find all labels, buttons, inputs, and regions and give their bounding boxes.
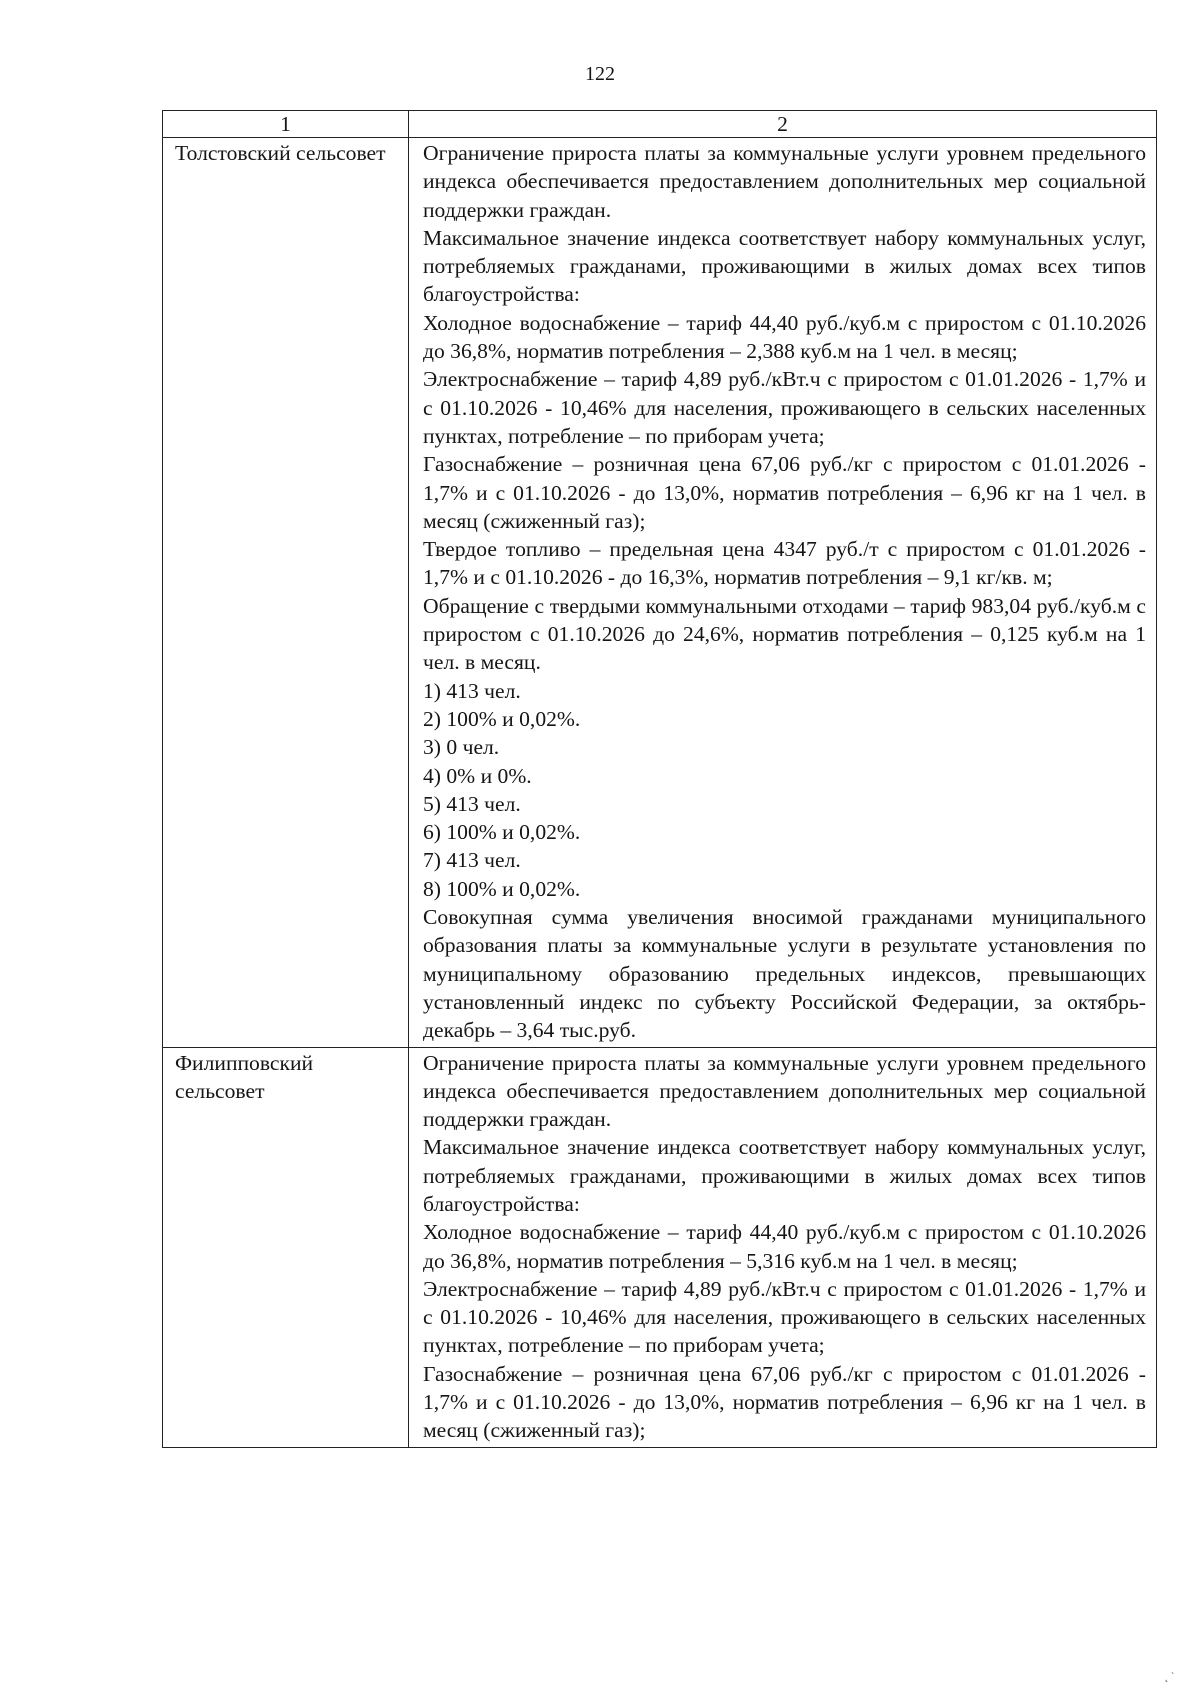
scan-artifact: ˛ ` — [1165, 1672, 1175, 1683]
page-number: 122 — [585, 63, 615, 85]
list-item: 1) 413 чел. — [423, 678, 521, 703]
table-header-row — [163, 111, 1157, 138]
list-item: 2) 100% и 0,02%. — [423, 706, 581, 731]
paragraph-summary: Совокупная сумма увеличения вносимой гражданами муниципального образования платы за коммунальные услуги в результате установления по муниципальному образованию предельных индексов, превышающих установленный индекс по субъекту Российской Федерации, за октябрь-декабрь – 3,64 тыс.руб. — [423, 905, 1146, 1043]
column-header-2: 2 — [409, 111, 1157, 138]
paragraph-solid-fuel: Твердое топливо – предельная цена 4347 руб./т с приростом с 01.01.2026 - 1,7% и с 01.10.2026 - до 16,3%, норматив потребления – 9,1 кг/кв. м; — [423, 537, 1146, 590]
municipality-name: Филипповский сельсовет — [163, 1047, 409, 1447]
paragraph-gas: Газоснабжение – розничная цена 67,06 руб./кг с приростом с 01.01.2026 - 1,7% и с 01.10.2026 - до 13,0%, норматив потребления – 6,96 кг на 1 чел. в месяц (сжиженный газ); — [423, 452, 1146, 533]
paragraph-limitation: Ограничение прироста платы за коммунальные услуги уровнем предельного индекса обеспечивается предоставлением дополнительных мер социальной поддержки граждан. — [423, 1050, 1146, 1132]
table-row-tolstovsky — [163, 138, 1157, 1048]
list-item: 5) 413 чел. — [423, 791, 521, 816]
column-header-1: 1 — [163, 111, 409, 138]
paragraph-max-index: Максимальное значение индекса соответствует набору коммунальных услуг, потребляемых гражданами, проживающими в жилых домах всех типов благоустройства: — [423, 225, 1146, 307]
paragraph-max-index: Максимальное значение индекса соответствует набору коммунальных услуг, потребляемых гражданами, проживающими в жилых домах всех типов благоустройства: — [423, 1135, 1146, 1216]
paragraph-gas: Газоснабжение – розничная цена 67,06 руб./кг с приростом с 01.01.2026 - 1,7% и с 01.10.2026 - до 13,0%, норматив потребления – 6,96 кг на 1 чел. в месяц (сжиженный газ); — [423, 1361, 1146, 1443]
paragraph-electricity: Электроснабжение – тариф 4,89 руб./кВт.ч с приростом с 01.01.2026 - 1,7% и с 01.10.2026 - 10,46% для населения, проживающего в сельских населенных пунктах, потребление – по приборам учета; — [423, 1276, 1146, 1358]
municipality-description — [409, 138, 1157, 1048]
list-item: 3) 0 чел. — [423, 735, 500, 760]
table-row-filippovsky — [163, 1047, 1157, 1447]
tariff-table — [162, 110, 1157, 1448]
paragraph-limitation: Ограничение прироста платы за коммунальные услуги уровнем предельного индекса обеспечивается предоставлением дополнительных мер социальной поддержки граждан. — [423, 141, 1146, 222]
paragraph-cold-water: Холодное водоснабжение – тариф 44,40 руб./куб.м с приростом с 01.10.2026 до 36,8%, норматив потребления – 5,316 куб.м на 1 чел. в месяц; — [423, 1220, 1146, 1273]
paragraph-cold-water: Холодное водоснабжение – тариф 44,40 руб./куб.м с приростом с 01.10.2026 до 36,8%, норматив потребления – 2,388 куб.м на 1 чел. в месяц; — [423, 310, 1146, 364]
list-item: 6) 100% и 0,02%. — [423, 820, 581, 845]
municipality-description — [409, 1047, 1157, 1447]
list-item: 4) 0% и 0%. — [423, 763, 532, 788]
paragraph-solid-waste: Обращение с твердыми коммунальными отходами – тариф 983,04 руб./куб.м с приростом с 01.10.2026 до 24,6%, норматив потребления – 0,125 куб.м на 1 чел. в месяц. — [423, 593, 1146, 675]
list-item: 7) 413 чел. — [423, 848, 521, 873]
paragraph-electricity: Электроснабжение – тариф 4,89 руб./кВт.ч с приростом с 01.01.2026 - 1,7% и с 01.10.2026 - 10,46% для населения, проживающего в сельских населенных пунктах, потребление – по приборам учета; — [423, 367, 1146, 448]
list-item: 8) 100% и 0,02%. — [423, 876, 581, 901]
municipality-name: Толстовский сельсовет — [163, 138, 409, 1048]
